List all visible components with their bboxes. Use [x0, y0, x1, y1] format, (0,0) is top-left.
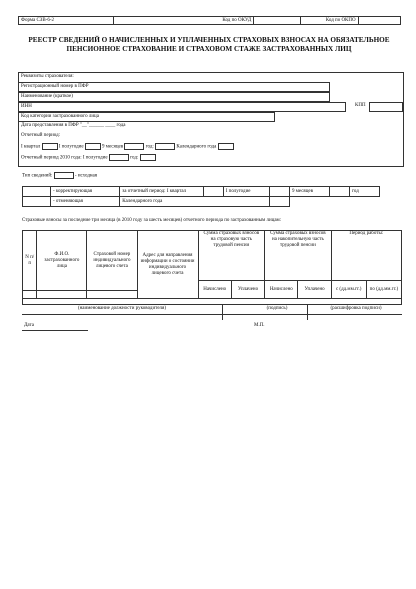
col-period: Период работы:: [331, 231, 401, 281]
q1-checkbox[interactable]: [42, 143, 58, 150]
cancelling-label: - отменяющая: [50, 197, 119, 207]
info-type-table: - корректирующая за отчетный период: I квартал I полугодие 9 месяцев год - отменяющая Календарного года: [22, 186, 380, 207]
requisites-block: [18, 72, 404, 167]
cancelling-checkbox[interactable]: [23, 197, 51, 207]
contributions-note: Страховые взносы за последние три месяца (в 2010 году за шесть месяцев) отчетного периода по застрахованным лицам:: [22, 218, 282, 223]
funded-accrued: Начислено: [265, 281, 298, 299]
date-line[interactable]: [22, 330, 88, 331]
inn-label: ИНН: [21, 104, 32, 109]
col-address: Адрес для направления информации о состоянии индивидуального лицевого счета: [137, 231, 198, 299]
position-caption: (наименование должности руководителя): [77, 306, 167, 311]
requisites-heading: Реквизиты страхователя:: [21, 74, 74, 79]
corrective-m9-box[interactable]: [330, 187, 350, 197]
col-snils: Страховой номер индивидуального лицевого счета: [87, 231, 137, 291]
col-n: N п/п: [23, 231, 37, 291]
kpp-value[interactable]: [369, 102, 403, 112]
date-label: Дата: [24, 323, 34, 328]
corrective-q1-box[interactable]: [204, 187, 224, 197]
insurance-paid: Уплачено: [231, 281, 264, 299]
period-to: по (дд.мм.гг.): [366, 281, 401, 299]
document-title: РЕЕСТР СВЕДЕНИЙ О НАЧИСЛЕННЫХ И УПЛАЧЕННЫХ СТРАХОВЫХ ВЗНОСАХ НА ОБЯЗАТЕЛЬНОЕ ПЕНСИОННОЕ СТРАХОВАНИЕ И СТРАХОВОМ СТАЖЕ ЗАСТРАХОВАННЫХ ЛИЦ: [28, 36, 390, 53]
h1-checkbox[interactable]: [85, 143, 101, 150]
year-2010-field[interactable]: [140, 154, 156, 161]
submission-date: Дата представления в ПФР "__"______ ____ года: [21, 123, 126, 128]
m9-checkbox[interactable]: [124, 143, 144, 150]
header-table: [18, 16, 401, 25]
okud-label: Код по ОКУД: [192, 17, 253, 25]
okud-value[interactable]: [254, 17, 301, 25]
name-label: Наименование (краткое): [21, 94, 73, 99]
contributions-table: [22, 230, 402, 305]
form-number: Форма СЗВ-6-2: [19, 17, 114, 25]
col-insurance: Сумма страховых взносов на страховую часть трудовой пенсии: [198, 231, 265, 281]
okpo-value[interactable]: [358, 17, 400, 25]
year-field[interactable]: [155, 143, 175, 150]
corrective-checkbox[interactable]: [23, 187, 51, 197]
initial-label: - исходная: [74, 173, 98, 179]
kpp-label: КПП: [355, 103, 366, 108]
corrective-h1-box[interactable]: [270, 187, 290, 197]
period-from: с (дд.мм.гг.): [331, 281, 366, 299]
okpo-label: Код по ОКПО: [301, 17, 358, 25]
period-2010-row: Отчетный период 2010 года: I полугодие год:: [21, 154, 156, 162]
initial-checkbox[interactable]: [54, 172, 74, 179]
cancelling-year-box[interactable]: [270, 197, 290, 207]
info-type-row: [22, 172, 97, 180]
decoding-caption: (расшифровка подписи): [330, 306, 382, 311]
col-fio: Ф.И.О. застрахованного лица: [37, 231, 87, 291]
h1-2010-checkbox[interactable]: [109, 154, 129, 161]
calendar-year-checkbox[interactable]: [218, 143, 234, 150]
mp-label: М.П.: [254, 323, 265, 328]
period-heading: Отчетный период:: [21, 133, 61, 138]
category-label: Код категории застрахованного лица: [21, 114, 99, 119]
period-row: I квартал I полугодие 9 месяцев год: Календарного года: [21, 143, 234, 151]
reg-number-label: Регистрационный номер в ПФР: [21, 84, 89, 89]
corrective-label: - корректирующая: [50, 187, 119, 197]
info-type-label: Тип сведений:: [22, 173, 53, 179]
insurance-accrued: Начислено: [198, 281, 231, 299]
col-funded: Сумма страховых взносов на накопительную часть трудовой пенсии: [265, 231, 332, 281]
funded-paid: Уплачено: [298, 281, 331, 299]
signature-caption: (подпись): [266, 306, 288, 311]
